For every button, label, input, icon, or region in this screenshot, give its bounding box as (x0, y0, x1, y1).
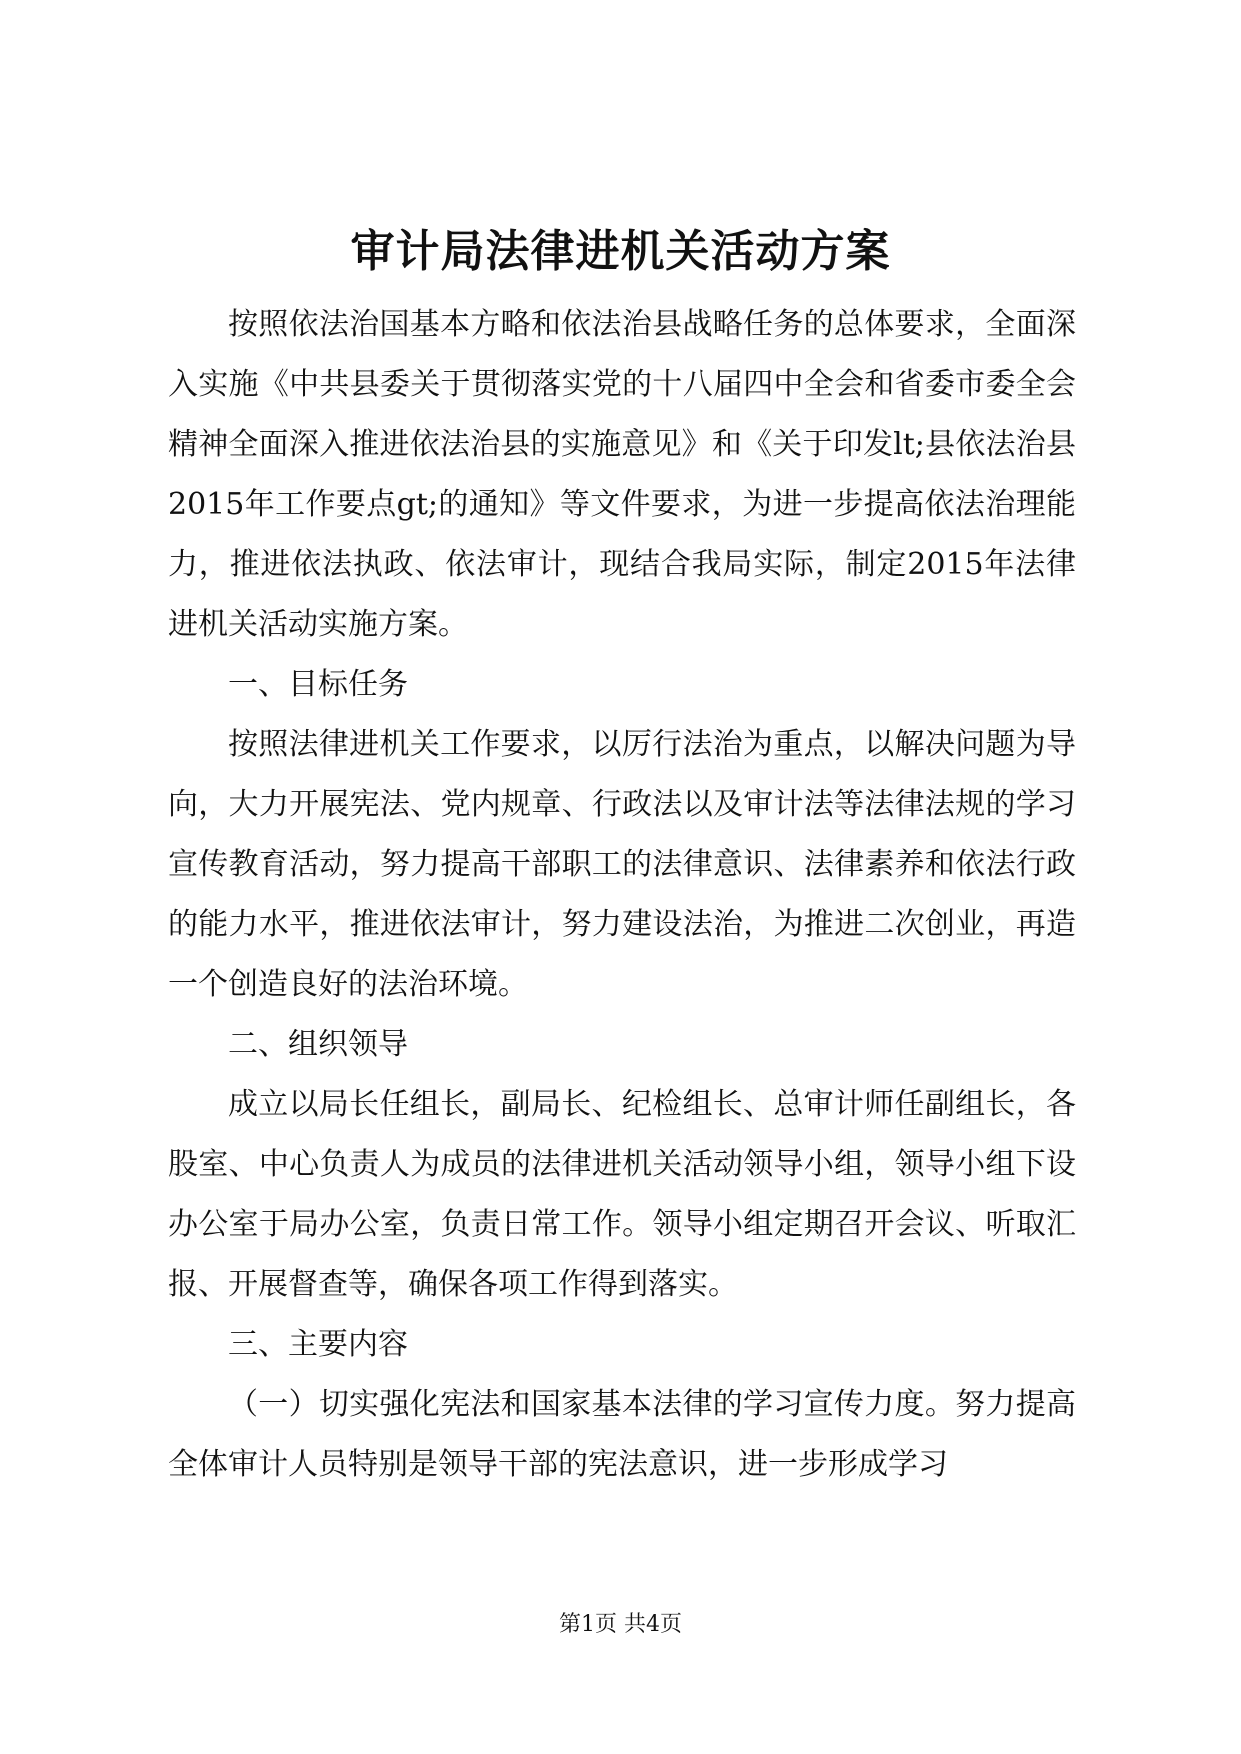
page-footer (0, 1610, 1241, 1640)
section-heading-3: 三、主要内容 (228, 1327, 408, 1362)
paragraph-goals: 按照法律进机关工作要求，以厉行法治为重点，以解决问题为导向，大力开展宪法、党内规章、行政法以及审计法等法律法规的学习宣传教育活动，努力提高干部职工的法律意识、法律素养和依法行政的能力水平，推进依法审计，努力建设法治，为推进二次创业，再造一个创造良好的法治环境。 (168, 727, 1076, 1002)
paragraph-organization: 成立以局长任组长，副局长、纪检组长、总审计师任副组长，各股室、中心负责人为成员的法律进机关活动领导小组，领导小组下设办公室于局办公室，负责日常工作。领导小组定期召开会议、听取汇报、开展督查等，确保各项工作得到落实。 (168, 1087, 1076, 1302)
page-number-label: 第1页 共4页 (559, 1612, 682, 1637)
section-heading-2: 二、组织领导 (228, 1027, 408, 1062)
document-body (168, 295, 1076, 1495)
paragraph-content-1: （一）切实强化宪法和国家基本法律的学习宣传力度。努力提高全体审计人员特别是领导干部的宪法意识，进一步形成学习 (168, 1387, 1076, 1482)
section-heading-1: 一、目标任务 (228, 667, 408, 702)
paragraph-intro: 按照依法治国基本方略和依法治县战略任务的总体要求，全面深入实施《中共县委关于贯彻落实党的十八届四中全会和省委市委全会精神全面深入推进依法治县的实施意见》和《关于印发lt;县依法治县2015年工作要点gt;的通知》等文件要求，为进一步提高依法治理能力，推进依法执政、依法审计，现结合我局实际，制定2015年法律进机关活动实施方案。 (168, 307, 1076, 642)
document-title: 审计局法律进机关活动方案 (350, 226, 891, 277)
